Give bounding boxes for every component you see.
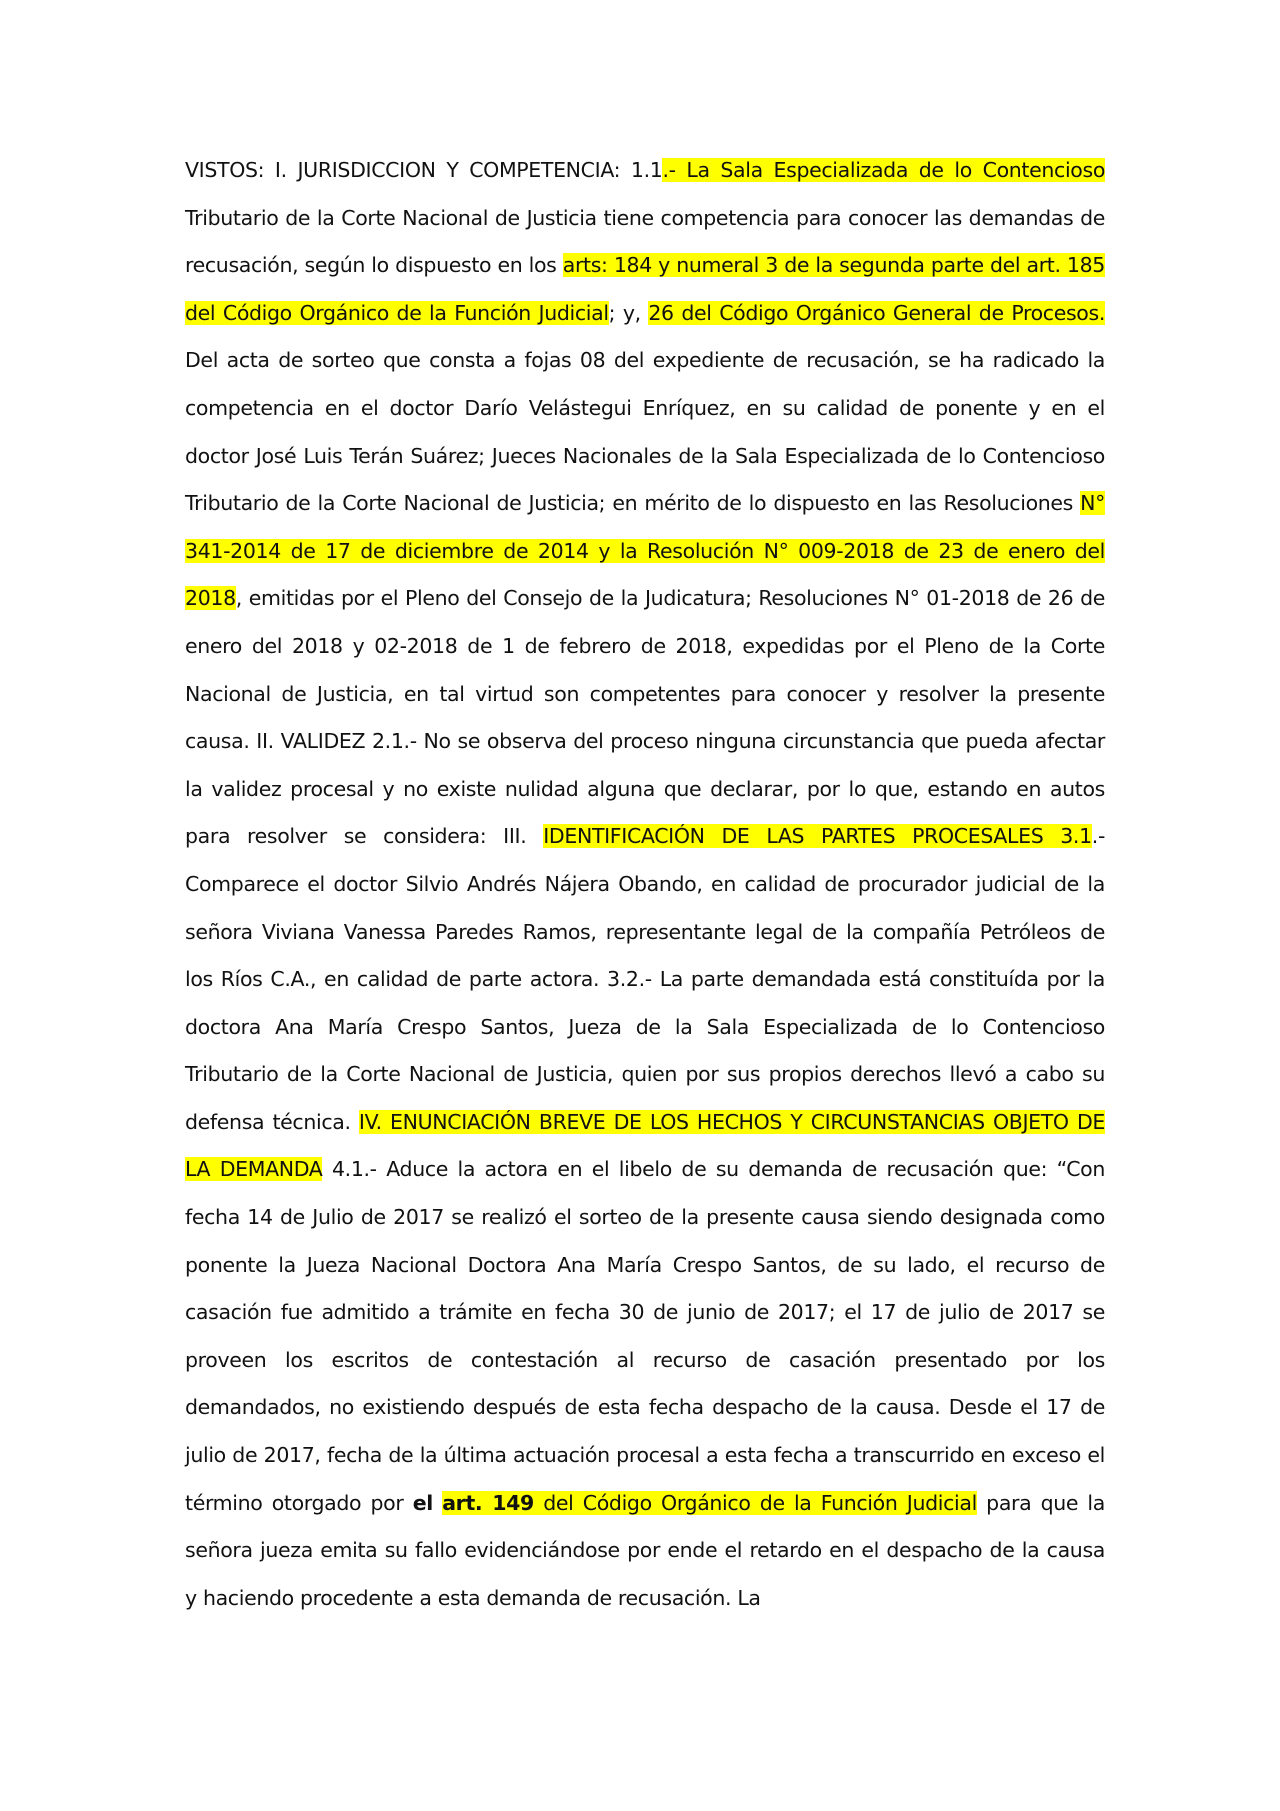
highlighted-text-segment: .- La Sala Especializada de lo Contencioso — [662, 158, 1106, 182]
text-segment: Del acta de sorteo que consta a fojas 08 del expediente de recusación, se ha radicado la competencia en el doctor Darío Velástegui Enríquez, en su calidad de ponente y en el doctor José Luis Terán Suárez; Jueces Nacionales de la Sala Especializada de lo Contencioso Tributario de la Corte Nacional de Justicia; en mérito de lo dispuesto en las Resoluciones — [185, 348, 1105, 516]
highlighted-text-segment: del Código Orgánico de la Función Judicial — [533, 1490, 977, 1515]
highlighted-text-segment: IDENTIFICACIÓN DE LAS PARTES PROCESALES 3.1 — [543, 824, 1092, 849]
highlighted-text-segment: art. 149 — [442, 1490, 534, 1515]
text-segment: .- Comparece el doctor Silvio Andrés Nájera Obando, en calidad de procurador judicial de la señora Viviana Vanessa Paredes Ramos, representante legal de la compañía Petróleos de los Ríos C.A., en calidad de parte actora. 3.2.- La parte demandada está constituída por la doctora Ana María Crespo Santos, Jueza de la Sala Especializada de lo Contencioso Tributario de la Corte Nacional de Justicia, quien por sus propios derechos llevó a cabo su defensa técnica. — [185, 824, 1105, 1134]
highlighted-text-segment: N° 341-2014 de 17 de diciembre de 2014 y la Resolución N° 009-2018 de 23 de enero del 2018 — [185, 491, 1105, 611]
highlighted-text-segment: IV. ENUNCIACIÓN BREVE DE LOS HECHOS Y CIRCUNSTANCIAS OBJETO DE LA DEMANDA — [185, 1109, 1105, 1182]
highlighted-text-segment: arts: 184 y numeral 3 de la segunda parte del art. 185 del Código Orgánico de la Función Judicial — [185, 253, 1105, 325]
text-segment: para que la señora jueza emita su fallo evidenciándose por ende el retardo en el despacho de la causa y haciendo procedente a esta demanda de recusación. La — [185, 1490, 1105, 1610]
text-segment — [433, 1491, 442, 1515]
text-segment: , emitidas por el Pleno del Consejo de la Judicatura; Resoluciones N° 01-2018 de 26 de enero del 2018 y 02-2018 de 1 de febrero de 2018, expedidas por el Pleno de la Corte Nacional de Justicia, en tal virtud son competentes para conocer y resolver la presente causa. II. VALIDEZ 2.1.- No se observa del proceso ninguna circunstancia que pueda afectar la validez procesal y no existe nulidad alguna que declarar, por lo que, estando en autos para resolver se considera: III. — [185, 586, 1105, 849]
body-paragraph — [185, 147, 1105, 1622]
highlighted-text-segment: 26 del Código Orgánico General de Procesos. — [648, 300, 1105, 325]
text-segment: 4.1.- Aduce la actora en el libelo de su demanda de recusación que: “Con fecha 14 de Julio de 2017 se realizó el sorteo de la presente causa siendo designada como ponente la Jueza Nacional Doctora Ana María Crespo Santos, de su lado, el recurso de casación fue admitido a trámite en fecha 30 de junio de 2017; el 17 de julio de 2017 se proveen los escritos de contestación al recurso de casación presentado por los demandados, no existiendo después de esta fecha despacho de la causa. Desde el 17 de julio de 2017, fecha de la última actuación procesal a esta fecha a transcurrido en exceso el término otorgado por — [185, 1157, 1105, 1515]
text-segment: VISTOS: I. JURISDICCION Y COMPETENCIA: 1.1 — [185, 158, 663, 182]
text-segment: ; y, — [608, 300, 649, 325]
text-segment: Tributario de la Corte Nacional de Justicia tiene competencia para conocer las demandas de recusación, según lo dispuesto en los — [185, 205, 1105, 278]
text-segment: el — [412, 1490, 433, 1515]
